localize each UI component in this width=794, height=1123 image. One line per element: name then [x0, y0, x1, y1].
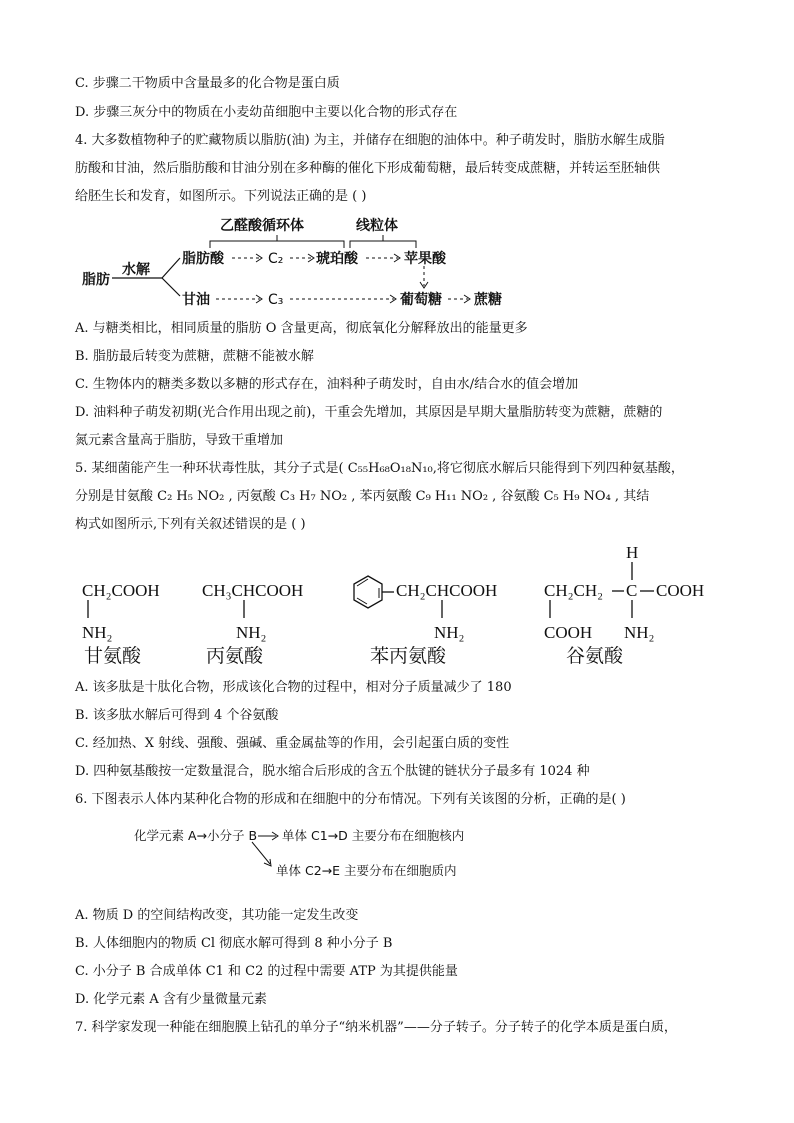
glutamate-cooh: COOH — [656, 581, 705, 600]
question-5-option-a: A. 该多肽是十肽化合物，形成该化合物的过程中，相对分子质量减少了 180 — [75, 680, 512, 695]
c3-label: C₃ — [268, 292, 284, 308]
arrow-to-c2 — [252, 842, 270, 864]
phenylalanine-top: CH₂CHCOOH — [396, 581, 498, 600]
question-4-line-3: 给胚生长和发育，如图所示。下列说法正确的是 ( ) — [75, 189, 367, 204]
question-4-option-d-2: 氮元素含量高于脂肪，导致干重增加 — [75, 433, 284, 448]
glutamate-name: 谷氨酸 — [566, 646, 624, 667]
question-4-option-b: B. 脂肪最后转变为蔗糖，蔗糖不能被水解 — [75, 349, 314, 364]
option-d-line: D. 步骤三灰分中的物质在小麦幼苗细胞中主要以化合物的形式存在 — [75, 105, 458, 120]
mitochondria-brace — [350, 235, 416, 248]
question-6-option-d: D. 化学元素 A 含有少量微量元素 — [75, 992, 267, 1007]
question-4-line-2: 肪酸和甘油，然后脂肪酸和甘油分别在多种酶的催化下形成葡萄糖，最后转变成蔗糖，并转运至胚轴供 — [75, 161, 661, 176]
question-4-option-c: C. 生物体内的糖类多数以多糖的形式存在，油料种子萌发时，自由水/结合水的值会增加 — [75, 377, 579, 392]
glycine-top: CH₂COOH — [82, 581, 160, 600]
question-6-option-c: C. 小分子 B 合成单体 C1 和 C2 的过程中需要 ATP 为其提供能量 — [75, 964, 458, 979]
alanine-nh2: NH₂ — [236, 623, 267, 642]
question-6-line-1: 6. 下图表示人体内某种化合物的形成和在细胞中的分布情况。下列有关该图的分析，正确的是( ) — [75, 792, 626, 807]
mitochondria-label: 线粒体 — [356, 218, 398, 234]
glyoxysome-brace — [210, 235, 344, 248]
question-5-line-3: 构式如图所示,下列有关叙述错误的是 ( ) — [75, 517, 306, 532]
glucose-label: 葡萄糖 — [400, 292, 442, 308]
glutamate-side-cooh: COOH — [544, 623, 593, 642]
phenylalanine-nh2: NH₂ — [434, 623, 465, 642]
glycerol-label: 甘油 — [182, 292, 210, 308]
succinic-label: 琥珀酸 — [316, 251, 358, 267]
phenylalanine-name: 苯丙氨酸 — [370, 646, 447, 667]
question-5-option-b: B. 该多肽水解后可得到 4 个谷氨酸 — [75, 708, 279, 723]
question-6-option-b: B. 人体细胞内的物质 Cl 彻底水解可得到 8 种小分子 B — [75, 936, 393, 951]
glutamate-h: H — [626, 543, 639, 562]
glyoxysome-label: 乙醛酸循环体 — [220, 218, 304, 234]
sucrose-label: 蔗糖 — [474, 292, 502, 308]
alanine-top: CH₃CHCOOH — [202, 581, 304, 600]
hydrolysis-label: 水解 — [122, 262, 150, 278]
element-to-molecule: 化学元素 A→小分子 B — [134, 828, 258, 843]
question-6-option-a: A. 物质 D 的空间结构改变，其功能一定发生改变 — [75, 908, 359, 923]
alanine-name: 丙氨酸 — [206, 646, 264, 667]
glutamate-alpha-c: C — [626, 581, 638, 600]
arrow-head — [264, 859, 271, 866]
compound-distribution-diagram — [130, 820, 490, 890]
question-4-option-a: A. 与糖类相比，相同质量的脂肪 O 含量更高，彻底氧化分解释放出的能量更多 — [75, 321, 528, 336]
c2-label: C₂ — [268, 251, 284, 267]
question-5-line-2: 分别是甘氨酸 C₂ H₅ NO₂ , 丙氨酸 C₃ H₇ NO₂ , 苯丙氨酸 C₉ H₁₁ NO₂ , 谷氨酸 C₅ H₉ NO₄ , 其结 — [75, 489, 650, 504]
branch-c1-d: 单体 C1→D 主要分布在细胞核内 — [282, 828, 465, 843]
question-5-option-c: C. 经加热、X 射线、强酸、强碱、重金属盐等的作用，会引起蛋白质的变性 — [75, 736, 510, 751]
glutamate-nh2: NH₂ — [624, 623, 655, 642]
fatty-acid-label: 脂肪酸 — [182, 251, 224, 267]
question-5-option-d: D. 四种氨基酸按一定数量混合，脱水缩合后形成的含五个肽键的链状分子最多有 1024 种 — [75, 764, 590, 779]
question-5-line-1: 5. 某细菌能产生一种环状毒性肽，其分子式是( C₅₅H₆₈O₁₈N₁₀,将它彻底水解后只能得到下列四种氨基酸， — [75, 461, 684, 476]
glutamate-ch2ch2: CH₂CH₂ — [544, 581, 604, 600]
glycine-name: 甘氨酸 — [84, 646, 142, 667]
amino-acid-structures — [70, 538, 730, 670]
question-7-line-1: 7. 科学家发现一种能在细胞膜上钻孔的单分子“纳米机器”——分子转子。分子转子的化学本质是蛋白质， — [75, 1020, 677, 1035]
fat-label: 脂肪 — [82, 272, 110, 288]
branch-down — [162, 278, 180, 296]
fat-metabolism-diagram — [70, 208, 540, 314]
malic-label: 苹果酸 — [404, 251, 446, 267]
option-c-line: C. 步骤二干物质中含量最多的化合物是蛋白质 — [75, 76, 340, 91]
question-4-line-1: 4. 大多数植物种子的贮藏物质以脂肪(油) 为主，并储存在细胞的油体中。种子萌发时，脂肪水解生成脂 — [75, 133, 665, 148]
branch-c2-e: 单体 C2→E 主要分布在细胞质内 — [276, 863, 457, 878]
question-4-option-d-1: D. 油料种子萌发初期(光合作用出现之前)，干重会先增加，其原因是早期大量脂肪转变为蔗糖，蔗糖的 — [75, 405, 663, 420]
branch-up — [162, 258, 180, 278]
glycine-nh2: NH₂ — [82, 623, 113, 642]
